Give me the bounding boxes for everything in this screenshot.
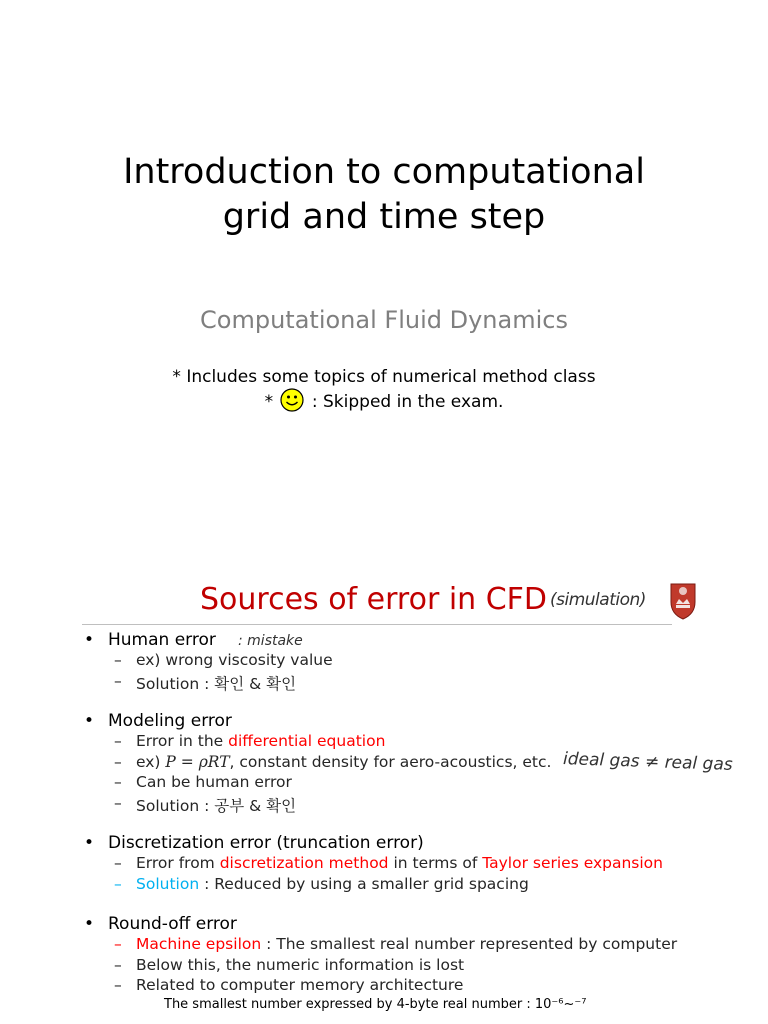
dash: –: [114, 874, 122, 893]
note-skipped: [0, 392, 768, 412]
bullet: •: [84, 833, 95, 853]
list-item: [114, 976, 768, 997]
section-discretization-error: [84, 833, 764, 895]
dash: –: [114, 935, 122, 953]
head-text: Human error: [108, 630, 216, 650]
head-text: [108, 833, 424, 853]
sub-list-item: [164, 997, 768, 1013]
slide-title: [0, 150, 768, 240]
list-item: [114, 956, 768, 977]
slide-title-line2: grid and time step: [222, 197, 546, 237]
dash: –: [114, 732, 122, 750]
list-item: [114, 651, 768, 672]
dash: –: [114, 976, 122, 994]
item-text: Related to computer memory architecture: [136, 976, 464, 994]
highlight: Taylor series expansion: [482, 854, 663, 872]
section-title: Sources of error in CFD: [200, 582, 548, 617]
item-text: [136, 875, 529, 896]
equation: P = ρRT: [165, 752, 230, 771]
list-item: [114, 854, 768, 875]
dash: –: [114, 793, 122, 812]
bullet: •: [84, 914, 95, 934]
item-text: [136, 753, 551, 774]
dash: –: [114, 752, 122, 771]
text: ): [417, 833, 424, 853]
content-body: [84, 630, 764, 1013]
list-item: [114, 732, 768, 753]
highlight: Machine epsilon: [136, 935, 262, 953]
item-text: [136, 854, 663, 875]
note-topics: * Includes some topics of numerical method class: [172, 367, 596, 387]
handwritten-simulation: (simulation): [550, 590, 646, 610]
slide-title-line1: Introduction to computational: [123, 152, 645, 192]
university-shield-icon: [669, 582, 697, 620]
head-text: Round-off error: [108, 914, 237, 934]
smiley-icon: [280, 388, 304, 412]
title-divider: [82, 624, 672, 625]
text: : The smallest real number represented by computer: [261, 935, 678, 953]
dash: –: [114, 651, 122, 669]
text: : Reduced by using a smaller grid spacing: [199, 874, 529, 893]
head-text: Modeling error: [108, 711, 232, 731]
dash: –: [114, 955, 122, 974]
list-item: [114, 875, 768, 896]
list-item: [114, 773, 768, 794]
text: Error from: [136, 854, 220, 872]
handwritten-ideal-gas: ideal gas ≠ real gas: [562, 749, 734, 775]
highlight: Solution: [136, 874, 200, 893]
text: truncation error: [282, 833, 418, 853]
item-text: The smallest number expressed by 4-byte real number : 10⁻⁶~⁻⁷: [164, 996, 587, 1012]
handwritten-mistake: : mistake: [238, 633, 303, 649]
section-head: [84, 711, 764, 732]
item-text: Solution : 확인 & 확인: [136, 674, 297, 693]
dash: –: [114, 671, 122, 690]
list-item: [114, 935, 768, 956]
item-text: [136, 732, 385, 753]
slide-subtitle: Computational Fluid Dynamics: [200, 306, 568, 334]
text: in terms of: [388, 854, 483, 872]
section-head: [84, 630, 764, 651]
section-head: [84, 914, 764, 935]
text: ex): [136, 752, 166, 771]
highlight: discretization method: [219, 854, 389, 872]
item-text: Solution : 공부 & 확인: [136, 796, 297, 815]
note-skipped-text: : Skipped in the exam.: [311, 392, 504, 412]
dash: –: [114, 773, 122, 791]
list-item: [114, 672, 768, 693]
section-human-error: [84, 630, 764, 692]
highlight: differential equation: [228, 732, 386, 750]
item-text: ex) wrong viscosity value: [136, 651, 333, 669]
bullet: •: [84, 711, 95, 731]
text: Error in the: [136, 732, 229, 750]
note-star: *: [264, 392, 274, 412]
item-text: [136, 935, 677, 956]
item-text: Below this, the numeric information is lost: [136, 955, 465, 974]
text: Discretization error (: [108, 833, 283, 853]
list-item: [114, 794, 768, 815]
text: , constant density for aero-acoustics, etc.: [229, 752, 552, 771]
section-roundoff-error: [84, 914, 764, 1013]
bullet: •: [84, 630, 95, 650]
item-text: Can be human error: [136, 773, 292, 791]
section-head: [84, 833, 764, 854]
dash: –: [114, 854, 122, 872]
